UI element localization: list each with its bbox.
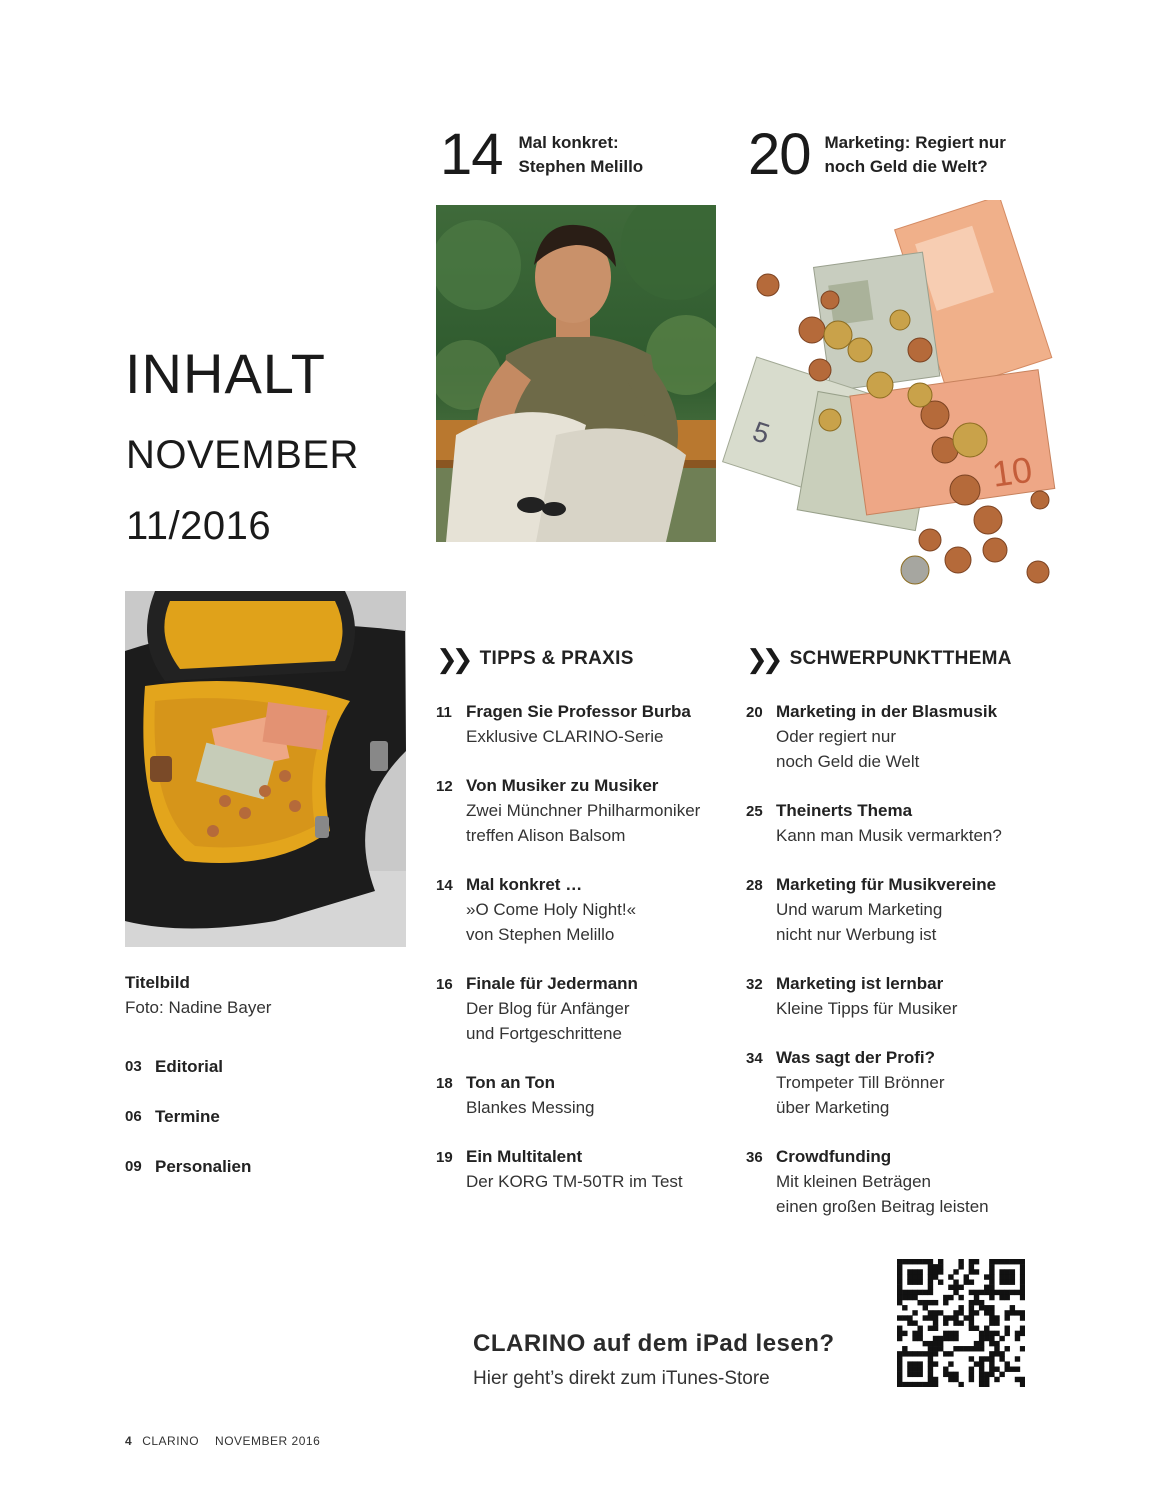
cover-caption — [125, 970, 271, 1020]
page-heading: INHALT — [125, 342, 326, 405]
ipad-promo[interactable] — [473, 1330, 835, 1390]
stephen-melillo-photo[interactable] — [436, 205, 716, 542]
toc-page: 14 — [436, 877, 453, 894]
toc-page: 28 — [746, 877, 763, 894]
toc-page: 36 — [746, 1149, 763, 1166]
feature-page-number: 20 — [748, 122, 811, 187]
toc-subtitle: Blankes Messing — [466, 1098, 595, 1117]
toc-item[interactable] — [436, 872, 736, 947]
qr-code[interactable] — [897, 1259, 1025, 1387]
toc-subtitle: Trompeter Till Brönner über Marketing — [776, 1073, 945, 1117]
promo-title: CLARINO auf dem iPad lesen? — [473, 1330, 835, 1357]
feature-page-number: 14 — [440, 122, 503, 187]
toc-title: Ton an Ton — [466, 1073, 556, 1092]
toc-subtitle: »O Come Holy Night!« von Stephen Melillo — [466, 900, 637, 944]
page-footer — [125, 1434, 320, 1448]
qr-code-icon — [897, 1259, 1025, 1387]
side-toc-page: 06 — [125, 1108, 142, 1125]
feature-title-line: noch Geld die Welt? — [824, 157, 988, 176]
toc-subtitle: Der KORG TM-50TR im Test — [466, 1172, 683, 1191]
footer-date: NOVEMBER 2016 — [215, 1434, 321, 1448]
toc-item[interactable] — [436, 699, 736, 749]
toc-title: Theinerts Thema — [776, 801, 913, 820]
toc-page: 18 — [436, 1075, 453, 1092]
side-toc-page: 03 — [125, 1058, 142, 1075]
toc-item[interactable] — [746, 872, 1046, 947]
section-header-schwerpunkt — [746, 646, 1012, 672]
money-illustration — [720, 200, 1065, 590]
issue-number: 11/2016 — [126, 504, 272, 548]
side-toc — [125, 1054, 251, 1179]
toc-title: Crowdfunding — [776, 1147, 892, 1166]
footer-magazine: CLARINO — [142, 1434, 200, 1448]
section-label: TIPPS & PRAXIS — [479, 648, 634, 669]
double-chevron-icon: ❯❯ — [746, 644, 778, 674]
side-toc-item[interactable] — [125, 1154, 251, 1179]
toc-page: 34 — [746, 1050, 763, 1067]
toc-subtitle: Zwei Münchner Philharmoniker treffen Alison Balsom — [466, 801, 701, 845]
toc-page: 32 — [746, 976, 763, 993]
footer-page-number: 4 — [125, 1434, 133, 1448]
cover-photo[interactable] — [125, 591, 406, 947]
feature-title-line: Marketing: Regiert nur — [824, 133, 1006, 152]
toc-item[interactable] — [746, 1144, 1046, 1219]
double-chevron-icon: ❯❯ — [436, 644, 468, 674]
money-photo[interactable] — [720, 200, 1065, 590]
side-toc-title: Personalien — [155, 1157, 252, 1176]
issue-month: NOVEMBER — [126, 433, 359, 477]
toc-item[interactable] — [436, 1144, 736, 1194]
side-toc-item[interactable] — [125, 1104, 251, 1129]
section-label: SCHWERPUNKTTHEMA — [789, 648, 1012, 669]
feature-title-line: Mal konkret: — [518, 133, 619, 152]
toc-subtitle: Mit kleinen Beträgen einen großen Beitrag leisten — [776, 1172, 989, 1216]
toc-item[interactable] — [746, 798, 1046, 848]
cover-caption-title: Titelbild — [125, 973, 190, 992]
toc-page: 25 — [746, 803, 763, 820]
toc-page: 20 — [746, 704, 763, 721]
toc-item[interactable] — [746, 1045, 1046, 1120]
section-header-tipps — [436, 646, 634, 672]
toc-title: Von Musiker zu Musiker — [466, 776, 659, 795]
feature-20[interactable] — [748, 122, 1045, 187]
toc-title: Ein Multitalent — [466, 1147, 583, 1166]
toc-title: Marketing ist lernbar — [776, 974, 944, 993]
side-toc-page: 09 — [125, 1158, 142, 1175]
toc-subtitle: Kann man Musik vermarkten? — [776, 826, 1002, 845]
toc-tipps — [436, 699, 736, 1218]
toc-item[interactable] — [746, 971, 1046, 1021]
toc-page: 19 — [436, 1149, 453, 1166]
toc-item[interactable] — [436, 1070, 736, 1120]
toc-title: Marketing für Musikvereine — [776, 875, 997, 894]
toc-subtitle: Oder regiert nur noch Geld die Welt — [776, 727, 920, 771]
toc-subtitle: Exklusive CLARINO-Serie — [466, 727, 664, 746]
toc-page: 12 — [436, 778, 453, 795]
side-toc-item[interactable] — [125, 1054, 251, 1079]
toc-page: 16 — [436, 976, 453, 993]
toc-title: Mal konkret … — [466, 875, 583, 894]
toc-title: Marketing in der Blasmusik — [776, 702, 998, 721]
toc-title: Fragen Sie Professor Burba — [466, 702, 691, 721]
banknote-value: 5 — [749, 415, 774, 450]
feature-title-line: Stephen Melillo — [518, 157, 644, 176]
cover-caption-credit: Foto: Nadine Bayer — [125, 998, 272, 1017]
toc-page: 11 — [436, 704, 452, 721]
feature-14[interactable] — [440, 122, 739, 187]
toc-item[interactable] — [436, 971, 736, 1046]
toc-subtitle: Der Blog für Anfänger und Fortgeschrittene — [466, 999, 630, 1043]
portrait-illustration — [436, 205, 716, 542]
toc-schwerpunkt — [746, 699, 1046, 1243]
toc-subtitle: Kleine Tipps für Musiker — [776, 999, 958, 1018]
banknote-value: 10 — [989, 448, 1035, 495]
toc-subtitle: Und warum Marketing nicht nur Werbung ist — [776, 900, 943, 944]
toc-item[interactable] — [436, 773, 736, 848]
side-toc-title: Editorial — [155, 1057, 224, 1076]
toc-title: Was sagt der Profi? — [776, 1048, 936, 1067]
toc-title: Finale für Jedermann — [466, 974, 638, 993]
toc-item[interactable] — [746, 699, 1046, 774]
side-toc-title: Termine — [155, 1107, 220, 1126]
instrument-case-illustration — [125, 591, 406, 947]
promo-subtitle: Hier geht’s direkt zum iTunes-Store — [473, 1368, 770, 1389]
